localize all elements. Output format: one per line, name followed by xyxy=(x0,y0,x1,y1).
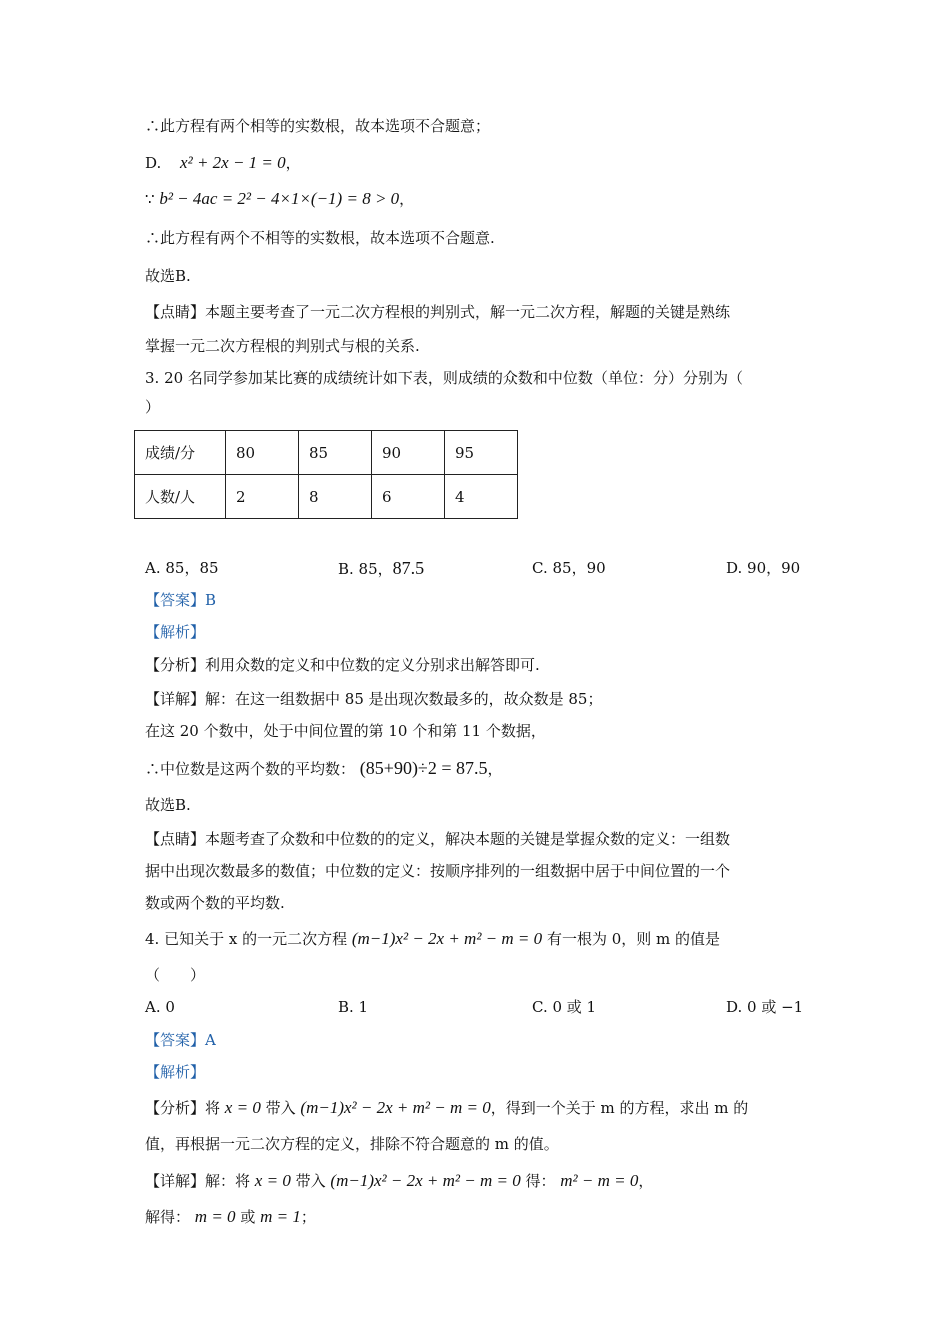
table-cell: 85 xyxy=(299,431,372,475)
equation: m = 0 xyxy=(194,1207,236,1226)
equation: x = 0 xyxy=(254,1171,291,1190)
stem-text: 有一根为 0，则 m 的值是 xyxy=(546,930,721,948)
table-cell: 90 xyxy=(372,431,445,475)
choice-b: B. 1 xyxy=(338,998,369,1016)
equation: (m−1)x² − 2x + m² − m = 0 xyxy=(351,929,543,948)
choice-d: D. 90，90 xyxy=(726,559,801,577)
table-cell: 95 xyxy=(445,431,518,475)
choice-b xyxy=(338,557,424,580)
answer-tag: 【答案】B xyxy=(145,591,217,609)
equation: x² + 2x − 1 = 0 xyxy=(180,153,286,172)
comment-line: 据中出现次数最多的数值；中位数的定义：按顺序排列的一组数据中居于中间位置的一个 xyxy=(145,862,731,880)
text: 或 xyxy=(240,1208,256,1226)
table-cell: 8 xyxy=(299,475,372,519)
equation: m = 1 xyxy=(260,1207,301,1226)
question-3-paren: ） xyxy=(145,398,161,416)
median-line xyxy=(145,757,502,780)
discriminant-line xyxy=(145,188,414,210)
text: 带入 xyxy=(265,1099,296,1117)
analysis-line: 【分析】利用众数的定义和中位数的定义分别求出解答即可. xyxy=(145,656,540,674)
punct: ， xyxy=(638,1172,654,1190)
analysis-line: 值，再根据一元二次方程的定义，排除不符合题意的 m 的值。 xyxy=(145,1135,559,1153)
detail-line: 在这 20 个数中，处于中间位置的第 10 个和第 11 个数据， xyxy=(145,722,546,740)
punct: ； xyxy=(300,1208,316,1226)
equation: (m−1)x² − 2x + m² − m = 0 xyxy=(300,1098,491,1117)
question-4-stem xyxy=(145,928,720,950)
detail-line: 故选B. xyxy=(145,796,191,814)
option-d-line xyxy=(145,152,301,174)
choice-c: C. 0 或 1 xyxy=(532,998,597,1016)
table-cell: 6 xyxy=(372,475,445,519)
because-symbol: ∵ xyxy=(145,190,155,208)
analysis-tag: 【解析】 xyxy=(145,1063,206,1081)
equation: b² − 4ac = 2² − 4×1×(−1) = 8 > 0 xyxy=(159,189,400,208)
text-line: 故选B. xyxy=(145,267,191,285)
analysis-line xyxy=(145,1097,748,1119)
text: 得： xyxy=(525,1172,556,1190)
table-cell: 2 xyxy=(226,475,299,519)
question-4-paren: （ ） xyxy=(145,966,206,984)
comment-line: 数或两个数的平均数. xyxy=(145,894,285,912)
punct: ， xyxy=(487,760,503,778)
text-line: ∴此方程有两个相等的实数根，故本选项不合题意； xyxy=(145,117,491,135)
comment-line: 掌握一元二次方程根的判别式与根的关系. xyxy=(145,337,420,355)
text: 带入 xyxy=(295,1172,326,1190)
text: 【详解】解：将 xyxy=(145,1172,251,1190)
analysis-tag: 【解析】 xyxy=(145,623,206,641)
question-3-stem: 3. 20 名同学参加某比赛的成绩统计如下表，则成绩的众数和中位数（单位：分）分别为（ xyxy=(145,369,743,387)
detail-line xyxy=(145,1170,653,1192)
equation: x = 0 xyxy=(224,1098,261,1117)
solve-line xyxy=(145,1206,316,1228)
choice-a: A. 0 xyxy=(145,998,175,1016)
table-row xyxy=(135,431,518,475)
choice-d: D. 0 或 −1 xyxy=(726,998,804,1016)
choice-text: B. 85， xyxy=(338,560,393,578)
text-line: ∴此方程有两个不相等的实数根，故本选项不合题意. xyxy=(145,229,495,247)
choice-a: A. 85，85 xyxy=(145,559,219,577)
text: ，得到一个关于 m 的方程，求出 m 的 xyxy=(490,1099,749,1117)
text: 【分析】将 xyxy=(145,1099,221,1117)
equation: (m−1)x² − 2x + m² − m = 0 xyxy=(330,1171,521,1190)
comment-line: 【点睛】本题主要考查了一元二次方程根的判别式，解一元二次方程，解题的关键是熟练 xyxy=(145,303,731,321)
comment-line: 【点睛】本题考查了众数和中位数的的定义，解决本题的关键是掌握众数的定义：一组数 xyxy=(145,830,731,848)
choice-c: C. 85，90 xyxy=(532,559,606,577)
table-cell: 4 xyxy=(445,475,518,519)
text: 解得： xyxy=(145,1208,191,1226)
option-label: D. xyxy=(145,154,162,172)
table-cell: 成绩/分 xyxy=(135,431,226,475)
answer-tag: 【答案】A xyxy=(145,1031,216,1049)
punct: ， xyxy=(399,190,415,208)
equation: m² − m = 0 xyxy=(560,1171,639,1190)
detail-line: 【详解】解：在这一组数据中 85 是出现次数最多的，故众数是 85； xyxy=(145,690,603,708)
score-table xyxy=(134,430,518,519)
punct: ， xyxy=(285,154,301,172)
median-text: ∴中位数是这两个数的平均数： xyxy=(145,760,356,778)
table-cell: 80 xyxy=(226,431,299,475)
stem-text: 4. 已知关于 x 的一元二次方程 xyxy=(145,930,348,948)
choice-value: 87.5 xyxy=(392,558,425,578)
equation: (85+90)÷2 = 87.5 xyxy=(359,758,488,778)
table-cell: 人数/人 xyxy=(135,475,226,519)
table-row xyxy=(135,475,518,519)
